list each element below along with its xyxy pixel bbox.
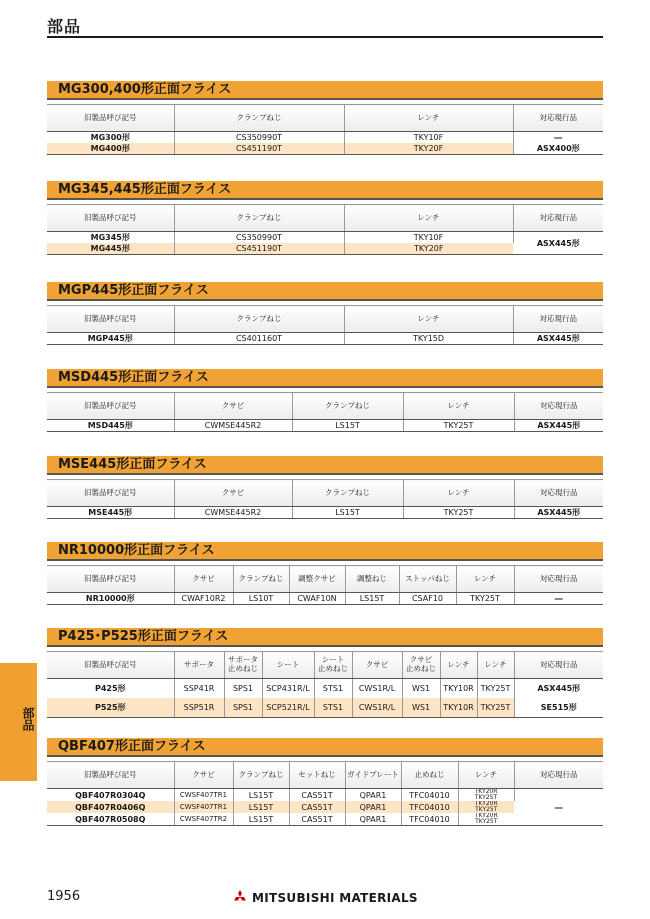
table-cell: TKY10F [344,132,513,144]
col-header: 対応現行品 [513,306,603,333]
table-cell: SE515形 [514,698,603,718]
parts-table [47,479,603,519]
table-cell: MSE445形 [47,507,174,519]
table-cell: CS401160T [174,333,344,345]
col-header: レンチ [440,652,477,679]
table-cell: MSD445形 [47,420,174,432]
table-cell: ASX445形 [513,333,603,345]
section-title: MGP445形正面フライス [58,283,209,298]
col-header: レンチ [403,393,514,420]
col-header: クサビ [174,393,292,420]
table-cell: SCP431R/L [262,679,314,699]
parts-table [47,204,603,255]
table-cell: TKY25T [477,679,514,699]
col-header: クサビ [352,652,402,679]
table-cell: TKY20F [344,243,513,255]
table-cell: TKY15D [344,333,513,345]
section-mg300-400 [47,81,603,155]
section-title-bar [47,628,603,645]
section-title: MSE445形正面フライス [58,457,207,472]
table-row [47,593,603,605]
section-title-bar [47,81,603,98]
table-cell: LS15T [292,420,403,432]
section-nr10000 [47,542,603,605]
col-header: 旧製品呼び記号 [47,480,174,507]
table-cell: CWAF10R2 [174,593,233,605]
col-header: レンチ [344,306,513,333]
parts-table [47,761,603,826]
table-row [47,698,603,718]
section-title-bar [47,181,603,198]
col-header: クランプねじ [292,480,403,507]
section-msd445 [47,369,603,432]
table-cell: ― [514,789,603,826]
section-rule [47,198,603,200]
col-header: 対応現行品 [514,480,603,507]
col-header: 旧製品呼び記号 [47,205,174,232]
table-cell: QBF407R0304Q [47,789,174,802]
table-cell: STS1 [314,698,352,718]
section-title: MSD445形正面フライス [58,370,209,385]
table-cell: MG300形 [47,132,174,144]
col-header: レンチ [344,105,513,132]
col-header: クサビ [174,480,292,507]
section-rule [47,645,603,647]
table-cell: LS15T [233,789,289,802]
side-index-tab[interactable] [0,663,37,781]
table-cell: MG345形 [47,232,174,244]
col-header: 対応現行品 [514,652,603,679]
table-row [47,789,603,802]
table-cell: ― [514,593,603,605]
side-tab-label: 部品 [21,707,35,731]
section-rule [47,755,603,757]
col-header: 対応現行品 [514,762,603,789]
section-mg345-445 [47,181,603,255]
col-header: 調整ねじ [345,566,399,593]
table-cell: TFC04010 [401,813,458,826]
table-cell: TKY25T [403,507,514,519]
table-cell: TKY25T [477,698,514,718]
table-cell: ASX400形 [513,143,603,155]
table-cell: ASX445形 [513,232,603,255]
section-rule [47,559,603,561]
table-cell: WS1 [402,679,440,699]
table-cell: ASX445形 [514,420,603,432]
table-cell: TKY10R [440,679,477,699]
table-cell: TKY20R TKY25T [458,801,514,813]
col-header: 対応現行品 [514,393,603,420]
table-cell: CAS51T [289,789,345,802]
table-cell: CWAF10N [289,593,345,605]
table-cell: ASX445形 [514,507,603,519]
table-cell: SCP521R/L [262,698,314,718]
section-p425-p525 [47,628,603,718]
table-row [47,232,603,244]
col-header: 旧製品呼び記号 [47,566,174,593]
col-header: 止めねじ [401,762,458,789]
section-qbf407 [47,738,603,826]
table-cell: CWSF407TR1 [174,801,233,813]
brand-logo [232,890,418,905]
col-header: ガイドプレート [345,762,401,789]
table-cell: MG445形 [47,243,174,255]
table-cell: MGP445形 [47,333,174,345]
table-cell: CS350990T [174,132,344,144]
col-header: セットねじ [289,762,345,789]
col-header: 旧製品呼び記号 [47,762,174,789]
table-cell: NR10000形 [47,593,174,605]
table-cell: CAS51T [289,801,345,813]
table-cell: LS15T [345,593,399,605]
table-cell: CS350990T [174,232,344,244]
col-header: 旧製品呼び記号 [47,652,174,679]
col-header: 旧製品呼び記号 [47,105,174,132]
table-row [47,132,603,144]
section-title: MG300,400形正面フライス [58,82,232,97]
section-mgp445 [47,282,603,345]
col-header: クランプねじ [174,205,344,232]
section-title: P425･P525形正面フライス [58,629,229,644]
col-header: 調整クサビ [289,566,345,593]
section-title-bar [47,738,603,755]
col-header: レンチ [456,566,514,593]
section-title: NR10000形正面フライス [58,543,215,558]
table-cell: TFC04010 [401,789,458,802]
table-cell: SPS1 [224,679,262,699]
table-row [47,420,603,432]
col-header: シート [262,652,314,679]
table-row [47,333,603,345]
col-header: クランプねじ [233,762,289,789]
table-cell: QBF407R0508Q [47,813,174,826]
table-cell: SPS1 [224,698,262,718]
section-rule [47,98,603,100]
table-cell: CWMSE445R2 [174,507,292,519]
col-header: レンチ [403,480,514,507]
table-cell: STS1 [314,679,352,699]
table-cell: CWS1R/L [352,679,402,699]
col-header: シート 止めねじ [314,652,352,679]
table-cell: LS15T [233,801,289,813]
col-header: レンチ [458,762,514,789]
section-rule [47,473,603,475]
page-number: 1956 [47,889,81,904]
table-cell: SSP51R [174,698,224,718]
section-title-bar [47,369,603,386]
section-title: MG345,445形正面フライス [58,182,232,197]
table-cell: TKY20F [344,143,513,155]
mitsubishi-diamonds-icon [232,890,248,904]
col-header: 対応現行品 [513,205,603,232]
table-cell: CWSF407TR1 [174,789,233,802]
parts-table [47,565,603,605]
table-cell: CAS51T [289,813,345,826]
table-cell: QBF407R0406Q [47,801,174,813]
parts-table [47,305,603,345]
table-cell: LS15T [233,813,289,826]
table-cell: TKY10R [440,698,477,718]
col-header: レンチ [477,652,514,679]
col-header: サポータ [174,652,224,679]
table-cell: SSP41R [174,679,224,699]
table-row [47,143,603,155]
table-cell: CWSF407TR2 [174,813,233,826]
table-cell: P425形 [47,679,174,699]
table-cell: TKY10F [344,232,513,244]
parts-table [47,104,603,155]
parts-table [47,651,603,718]
section-title-bar [47,542,603,559]
col-header: クランプねじ [292,393,403,420]
col-header: クランプねじ [174,306,344,333]
col-header: 対応現行品 [514,566,603,593]
section-title: QBF407形正面フライス [58,739,206,754]
table-cell: P525形 [47,698,174,718]
table-cell: QPAR1 [345,813,401,826]
section-mse445 [47,456,603,519]
table-cell: TKY20R TKY25T [458,789,514,802]
section-title-bar [47,456,603,473]
table-row [47,679,603,699]
col-header: クランプねじ [233,566,289,593]
table-cell: TKY25T [403,420,514,432]
brand-name: MITSUBISHI MATERIALS [252,891,418,905]
col-header: クサビ 止めねじ [402,652,440,679]
col-header: 旧製品呼び記号 [47,393,174,420]
section-rule [47,299,603,301]
table-cell: MG400形 [47,143,174,155]
section-title-bar [47,282,603,299]
col-header: クサビ [174,762,233,789]
table-cell: LS10T [233,593,289,605]
header-rule [47,36,603,38]
table-cell: TFC04010 [401,801,458,813]
col-header: クランプねじ [174,105,344,132]
table-cell: CS451190T [174,143,344,155]
table-cell: CWMSE445R2 [174,420,292,432]
col-header: ストッパねじ [399,566,456,593]
table-row [47,507,603,519]
table-cell: CS451190T [174,243,344,255]
table-cell: LS15T [292,507,403,519]
table-cell: TKY25T [456,593,514,605]
col-header: 対応現行品 [513,105,603,132]
table-cell: QPAR1 [345,789,401,802]
parts-table [47,392,603,432]
col-header: レンチ [344,205,513,232]
table-cell: CWS1R/L [352,698,402,718]
table-cell: QPAR1 [345,801,401,813]
col-header: 旧製品呼び記号 [47,306,174,333]
col-header: サポータ 止めねじ [224,652,262,679]
table-cell: TKY20R TKY25T [458,813,514,826]
page-title: 部品 [47,17,82,36]
section-rule [47,386,603,388]
col-header: クサビ [174,566,233,593]
table-cell: CSAF10 [399,593,456,605]
table-cell: ASX445形 [537,684,581,693]
table-cell: ― [554,133,563,142]
table-cell: WS1 [402,698,440,718]
